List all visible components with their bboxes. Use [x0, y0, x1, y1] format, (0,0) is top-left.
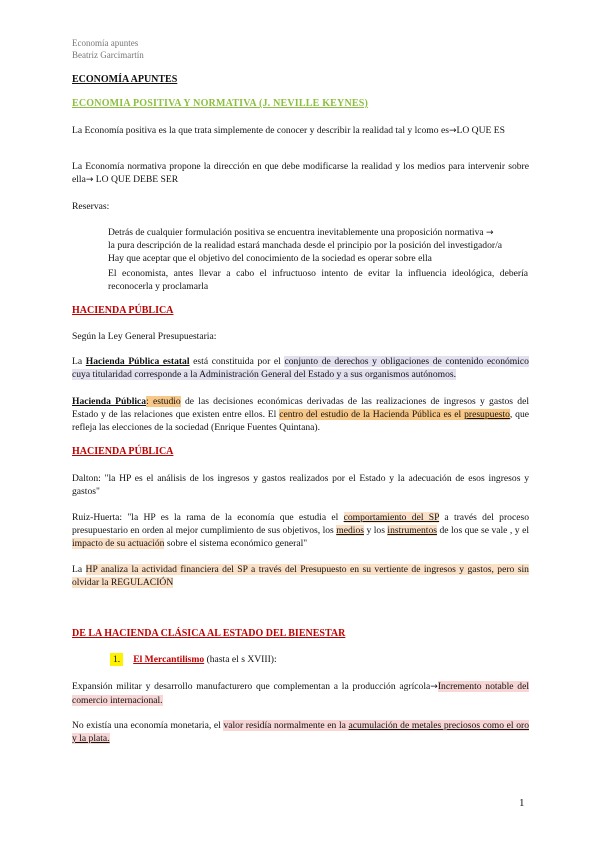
arrow-icon: →	[430, 682, 438, 692]
highlight-peach: medios	[336, 525, 364, 536]
list-item-mercantilismo: 1. El Mercantilismo (hasta el s XVIII):	[110, 653, 277, 666]
list-number: 1.	[110, 653, 123, 666]
document-title: ECONOMÍA APUNTES	[72, 74, 178, 85]
arrow-icon: →	[85, 175, 94, 185]
paragraph-hp-estudio: Hacienda Pública: estudio de las decisiones económicas derivadas de las realizaciones de ingresos y gastos del Estado y de las relaciones que existen entre ellos. El centro del estudio de la Hacienda Pública es el presupuesto, que refleja las elecciones de la sociedad (Enrique Fuentes Quintana).	[72, 396, 529, 433]
highlight-peach: instrumentos	[387, 525, 437, 536]
highlight-pink: valor residía normalmente en la acumulación de metales preciosos como el oro y la plata.	[72, 720, 530, 744]
header-author: Beatriz Garcimartín	[72, 50, 144, 60]
reservas-label: Reservas:	[72, 201, 110, 212]
paragraph-positiva: La Economía positiva es la que trata simplemente de conocer y describir la realidad tal y lcomo es→LO QUE ES	[72, 125, 505, 136]
highlight-peach: comportamiento del SP	[343, 512, 440, 523]
paragraph-hp-estatal: La Hacienda Pública estatal está constituida por el conjunto de derechos y obligaciones de contenido económico cuya titularidad corresponde a la Administración General del Estado y a sus organismos autónomos.	[72, 356, 529, 380]
paragraph-hp-analiza: La HP analiza la actividad financiera del SP a través del Presupuesto en su vertiente de ingresos y gastos, pero sin olvidar la REGULACIÓN	[72, 564, 529, 588]
heading-hacienda-publica-1: HACIENDA PÚBLICA	[72, 305, 174, 316]
hp-intro: Según la Ley General Presupuestaria:	[72, 331, 217, 342]
term-mercantilismo: El Mercantilismo	[133, 654, 205, 665]
reserva-item-2: la pura descripción de la realidad estará manchada desde el principio por la posición del investigador/a	[108, 240, 502, 251]
highlight-orange: centro del estudio de la Hacienda Pública es el presupuesto	[279, 409, 510, 420]
reserva-item-3: Hay que aceptar que el objetivo del conocimiento de la sociedad es operar sobre ella	[108, 253, 432, 264]
highlight-peach: impacto de su actuación	[72, 538, 165, 549]
highlight-pink: Incremento notable del comercio internacional.	[72, 681, 529, 706]
reserva-item-1: Detrás de cualquier formulación positiva se encuentra inevitablemente una proposición normativa →	[108, 227, 494, 238]
page-number: 1	[519, 797, 525, 809]
heading-economia-positiva: ECONOMIA POSITIVA Y NORMATIVA (J. NEVILLE KEYNES)	[72, 98, 369, 109]
paragraph-dalton: Dalton: "la HP es el análisis de los ingresos y gastos realizados por el Estado y la adecuación de esos ingresos y gastos"	[72, 473, 529, 497]
paragraph-expansion: Expansión militar y desarrollo manufacturero que complementan a la producción agrícola→Incremento notable del comercio internacional.	[72, 681, 529, 706]
highlight-orange: : estudio	[146, 396, 181, 407]
heading-hacienda-clasica: DE LA HACIENDA CLÁSICA AL ESTADO DEL BIENESTAR	[72, 628, 346, 639]
term-hp-estatal: Hacienda Pública estatal	[85, 356, 190, 367]
paragraph-ruiz-huerta: Ruiz-Huerta: "la HP es la rama de la economía que estudia el comportamiento del SP a través del proceso presupuestario en orden al mejor cumplimiento de sus objetivos, los medios y los instrumentos de los que se vale , y el impacto de su actuación sobre el sistema económico general"	[72, 512, 529, 549]
reserva-item-4: El economista, antes llevar a cabo el infructuoso intento de evitar la influencia ideológica, debería reconocerla y proclamarla	[108, 268, 528, 292]
term-hp: Hacienda Pública	[72, 396, 147, 407]
highlight-purple: conjunto de derechos y obligaciones de contenido económico cuya titularidad corresponde a la Administración General del Estado y a sus organismos autónomos.	[72, 356, 529, 380]
header-subject: Economía apuntes	[72, 38, 139, 48]
heading-hacienda-publica-2: HACIENDA PÚBLICA	[72, 446, 174, 457]
arrow-icon: →	[448, 126, 457, 136]
arrow-icon: →	[486, 228, 494, 238]
highlight-peach: HP analiza la actividad financiera del SP a través del Presupuesto en su vertiente de ingresos y gastos, pero sin olvidar la REGULACIÓN	[72, 564, 529, 588]
paragraph-normativa: La Economía normativa propone la dirección en que debe modificarse la realidad y los medios para intervenir sobre ella→ LO QUE DEBE SER	[72, 161, 529, 185]
paragraph-economia-monetaria: No existía una economía monetaria, el valor residía normalmente en la acumulación de metales preciosos como el oro y la plata.	[72, 720, 530, 744]
